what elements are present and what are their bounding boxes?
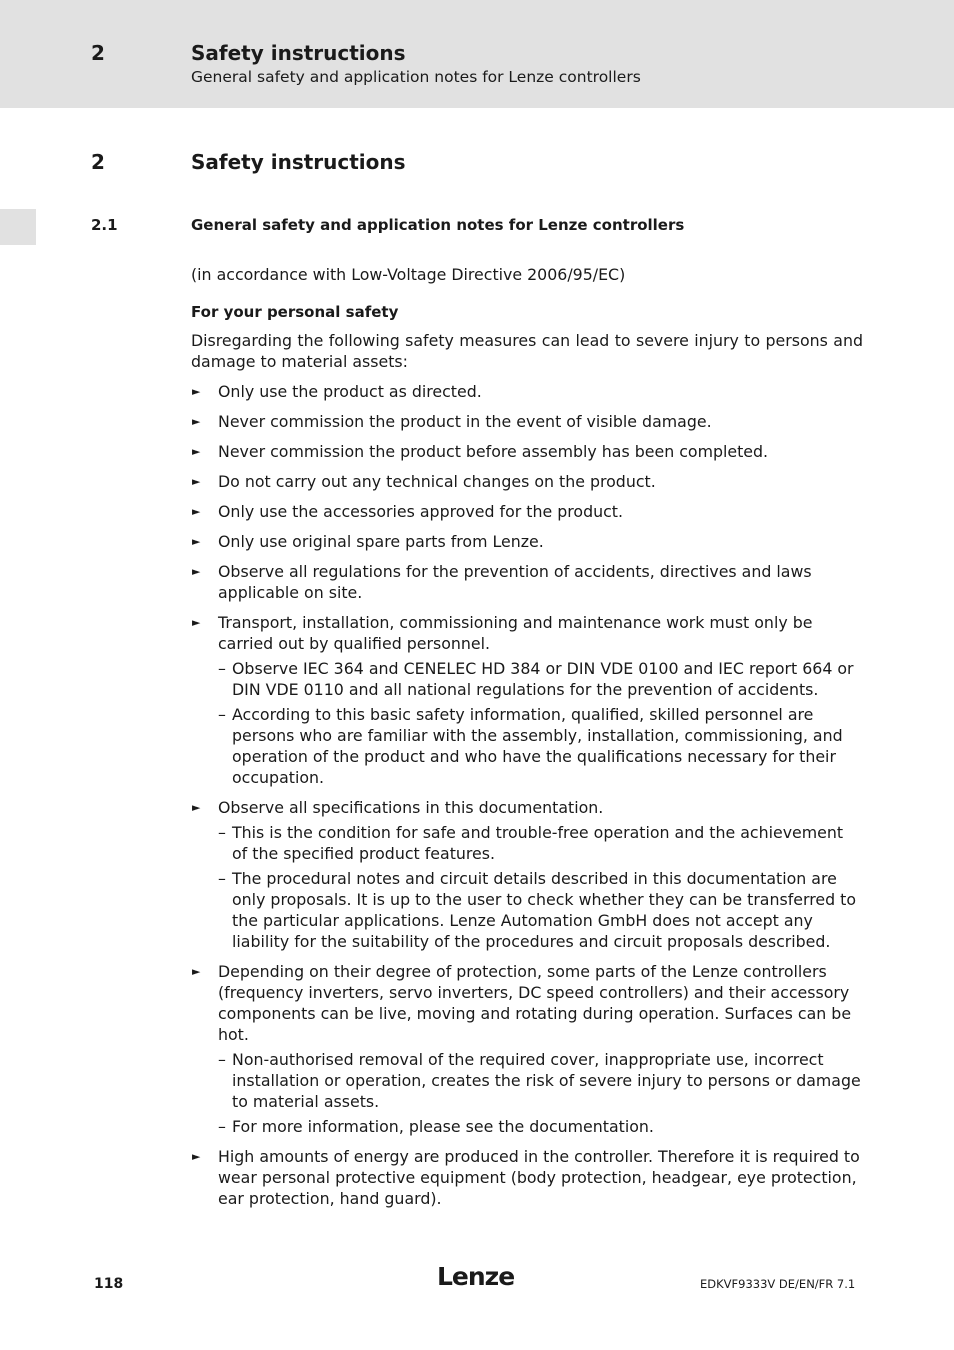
sub-bullet-text: Observe IEC 364 and CENELEC HD 384 or DIN VDE 0100 and IEC report 664 or DIN VDE 0110 and all national regulations for the prevention of accidents. — [232, 659, 854, 699]
safety-bullet-item — [191, 612, 863, 788]
sub-bullet-text: Non-authorised removal of the required cover, inappropriate use, incorrect installation or operation, creates the risk of severe injury to persons or damage to material assets. — [232, 1050, 861, 1111]
header-chapter-number: 2 — [91, 41, 105, 65]
directive-note: (in accordance with Low-Voltage Directive 2006/95/EC) — [191, 265, 626, 284]
bullet-arrow-icon: ► — [192, 445, 201, 458]
bullet-text: Transport, installation, commissioning and maintenance work must only be carried out by qualified personnel. — [218, 613, 813, 653]
safety-bullet-item — [191, 411, 863, 432]
bullet-arrow-icon: ► — [192, 385, 201, 398]
lenze-logo: Lenze — [437, 1262, 515, 1291]
safety-bullet-item — [191, 471, 863, 492]
safety-bullet-item — [191, 1146, 863, 1209]
dash-marker: – — [218, 1117, 226, 1136]
body-content — [191, 264, 863, 1218]
sub-bullet-text: According to this basic safety information, qualified, skilled personnel are persons who are familiar with the assembly, installation, commissioning, and operation of the product and who have the qualifications necessary for their occupation. — [232, 705, 843, 787]
header-chapter-title: Safety instructions — [191, 41, 406, 65]
page-number: 118 — [94, 1276, 124, 1292]
bullet-text: Do not carry out any technical changes on the product. — [218, 472, 656, 491]
bullet-arrow-icon: ► — [192, 535, 201, 548]
dash-marker: – — [218, 705, 226, 724]
safety-bullet-item — [191, 797, 863, 952]
subsection-number: 2.1 — [91, 216, 118, 234]
bullet-arrow-icon: ► — [192, 965, 201, 978]
bullet-text: Only use the product as directed. — [218, 382, 482, 401]
safety-bullet-item — [191, 381, 863, 402]
bullet-text: Observe all regulations for the prevention of accidents, directives and laws applicable on site. — [218, 562, 812, 602]
bullet-text: High amounts of energy are produced in the controller. Therefore it is required to wear personal protective equipment (body protection, headgear, eye protection, ear protection, hand guard). — [218, 1147, 860, 1208]
dash-marker: – — [218, 659, 226, 678]
bullet-arrow-icon: ► — [192, 1150, 201, 1163]
sub-bullet-item — [218, 868, 863, 952]
safety-bullet-item — [191, 531, 863, 552]
dash-marker: – — [218, 1050, 226, 1069]
section-title: Safety instructions — [191, 150, 406, 174]
subsection-title: General safety and application notes for Lenze controllers — [191, 216, 685, 234]
intro-paragraph: Disregarding the following safety measures can lead to severe injury to persons and damage to material assets: — [191, 331, 863, 371]
bullet-arrow-icon: ► — [192, 475, 201, 488]
bullet-text: Only use original spare parts from Lenze. — [218, 532, 544, 551]
bullet-text: Observe all specifications in this documentation. — [218, 798, 604, 817]
bullet-text: Only use the accessories approved for the product. — [218, 502, 624, 521]
sub-bullet-text: For more information, please see the documentation. — [232, 1117, 654, 1136]
safety-bullet-item — [191, 561, 863, 603]
sub-bullet-list — [218, 822, 863, 952]
bullet-arrow-icon: ► — [192, 415, 201, 428]
safety-bullet-item — [191, 501, 863, 522]
sub-bullet-item — [218, 1049, 863, 1112]
personal-safety-heading: For your personal safety — [191, 303, 399, 321]
header-subtitle: General safety and application notes for Lenze controllers — [191, 68, 641, 86]
sub-bullet-list — [218, 658, 863, 788]
bullet-arrow-icon: ► — [192, 565, 201, 578]
bullet-arrow-icon: ► — [192, 505, 201, 518]
sub-bullet-item — [218, 704, 863, 788]
safety-bullet-item — [191, 441, 863, 462]
bullet-arrow-icon: ► — [192, 616, 201, 629]
sub-bullet-item — [218, 658, 863, 700]
sub-bullet-item — [218, 822, 863, 864]
safety-bullet-list — [191, 381, 863, 1209]
document-id: EDKVF9333V DE/EN/FR 7.1 — [700, 1277, 856, 1291]
safety-bullet-item — [191, 961, 863, 1137]
bullet-text: Never commission the product in the event of visible damage. — [218, 412, 712, 431]
bullet-text: Never commission the product before assembly has been completed. — [218, 442, 769, 461]
chapter-tab-marker — [0, 209, 36, 245]
bullet-arrow-icon: ► — [192, 801, 201, 814]
sub-bullet-text: The procedural notes and circuit details described in this documentation are only proposals. It is up to the user to check whether they can be transferred to the particular applications. Lenze Automation GmbH does not accept any liability for the suitability of the procedures and circuit proposals described. — [232, 869, 856, 951]
sub-bullet-item — [218, 1116, 863, 1137]
sub-bullet-text: This is the condition for safe and trouble-free operation and the achievement of the specified product features. — [232, 823, 844, 863]
dash-marker: – — [218, 823, 226, 842]
header-band — [0, 0, 954, 108]
bullet-text: Depending on their degree of protection, some parts of the Lenze controllers (frequency inverters, servo inverters, DC speed controllers) and their accessory components can be live, moving and rotating during operation. Surfaces can be hot. — [218, 962, 852, 1044]
sub-bullet-list — [218, 1049, 863, 1137]
dash-marker: – — [218, 869, 226, 888]
section-number: 2 — [91, 150, 105, 174]
